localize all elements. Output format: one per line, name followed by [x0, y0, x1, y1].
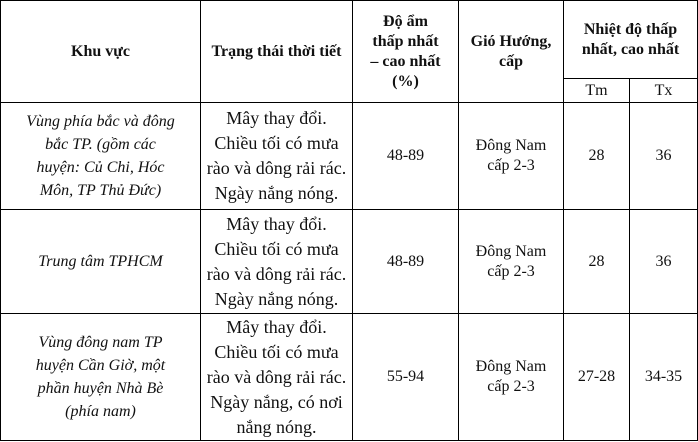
- weather-line: Mây thay đổi.: [226, 213, 327, 234]
- wind-line: Đông Nam: [475, 137, 547, 154]
- header-humidity-line: (%): [392, 72, 419, 90]
- wind-line: cấp 2-3: [487, 262, 535, 280]
- header-tmin: Tm: [564, 79, 630, 103]
- region-line: bắc TP. (gồm các: [45, 136, 156, 153]
- wind-cell: [459, 103, 564, 210]
- header-humidity: [353, 1, 459, 103]
- header-temperature-line: Nhiệt độ thấp: [583, 20, 678, 38]
- header-humidity-line: Độ ẩm: [383, 12, 428, 30]
- region-cell: [1, 314, 201, 441]
- header-wind-line: cấp: [499, 52, 523, 70]
- weather-line: Ngày nắng nóng.: [214, 288, 339, 309]
- humidity-cell: 48-89: [353, 210, 459, 314]
- tmax-cell: 36: [630, 210, 698, 314]
- region-line: Vùng đông nam TP: [38, 334, 163, 351]
- weather-line: rào và dông rải rác.: [206, 366, 347, 387]
- region-line: huyện: Củ Chi, Hóc: [36, 159, 165, 176]
- tmin-cell: 28: [564, 103, 630, 210]
- header-temperature-line: nhất, cao nhất: [581, 40, 680, 58]
- weather-line: Chiều tối có mưa: [214, 238, 339, 259]
- region-line: (phía nam): [65, 403, 136, 420]
- header-humidity-line: – cao nhất: [370, 52, 441, 70]
- header-wind: [459, 1, 564, 103]
- weather-cell: [201, 103, 353, 210]
- header-temperature: [564, 1, 698, 79]
- region-line: huyện Cần Giờ, một: [35, 357, 166, 374]
- weather-line: nắng nóng.: [236, 416, 317, 437]
- region-line: Vùng phía bắc và đông: [26, 113, 175, 130]
- table-row: [1, 103, 698, 210]
- weather-line: rào và dông rải rác.: [206, 263, 347, 284]
- region-line: Môn, TP Thủ Đức): [39, 182, 162, 199]
- weather-line: Ngày nắng nóng.: [214, 183, 339, 203]
- wind-line: Đông Nam: [475, 358, 547, 375]
- tmax-cell: 34-35: [630, 314, 698, 441]
- weather-line: Mây thay đổi.: [226, 108, 327, 128]
- humidity-cell: 48-89: [353, 103, 459, 210]
- weather-cell: [201, 314, 353, 441]
- header-region: Khu vực: [1, 1, 201, 103]
- weather-line: Chiều tối có mưa: [214, 133, 339, 153]
- wind-cell: [459, 314, 564, 441]
- table-row: [1, 210, 698, 314]
- weather-line: rào và dông rải rác.: [206, 158, 347, 178]
- wind-line: Đông Nam: [475, 242, 547, 260]
- wind-cell: [459, 210, 564, 314]
- tmin-cell: 28: [564, 210, 630, 314]
- header-row: [1, 1, 698, 79]
- table-row: [1, 314, 698, 441]
- wind-line: cấp 2-3: [487, 378, 535, 395]
- weather-line: Mây thay đổi.: [226, 316, 327, 337]
- header-tmax: Tx: [630, 79, 698, 103]
- weather-line: Ngày nắng, có nơi: [210, 391, 343, 412]
- header-humidity-line: thấp nhất: [372, 32, 439, 50]
- humidity-cell: 55-94: [353, 314, 459, 441]
- tmax-cell: 36: [630, 103, 698, 210]
- region-line: phần huyện Nhà Bè: [37, 380, 164, 397]
- region-cell: [1, 103, 201, 210]
- header-wind-line: Gió Hướng,: [470, 32, 552, 50]
- header-weather: Trạng thái thời tiết: [201, 1, 353, 103]
- region-line: Trung tâm TPHCM: [38, 253, 163, 270]
- region-cell: [1, 210, 201, 314]
- weather-line: Chiều tối có mưa: [214, 341, 339, 362]
- tmin-cell: 27-28: [564, 314, 630, 441]
- weather-cell: [201, 210, 353, 314]
- wind-line: cấp 2-3: [487, 157, 535, 174]
